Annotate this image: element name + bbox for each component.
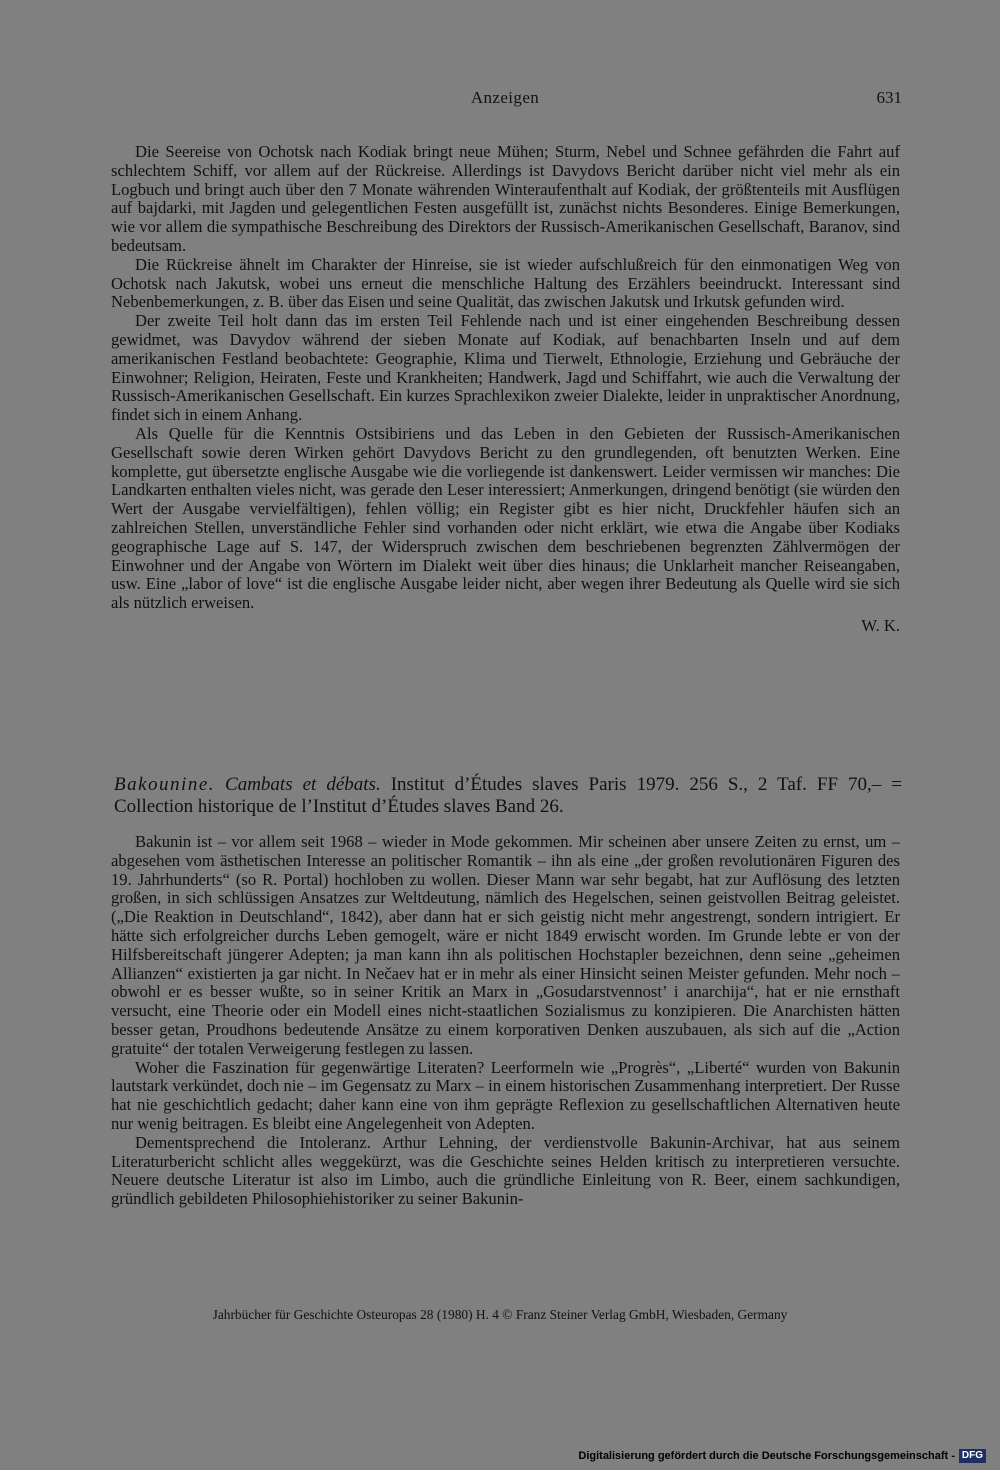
body-paragraph: Der zweite Teil holt dann das im ersten Teil Fehlende nach und ist einer eingehenden Beschreibung dessen gewidmet, was Davydov während der sieben Monate auf Kodiak, auf benachbarten Inseln und auf dem amerikanischen Festland beobachtete: Geographie, Klima und Tierwelt, Ethnologie, Erziehung und Gebräuche der Einwohner; Religion, Heiraten, Feste und Krankheiten; Handwerk, Jagd und Schiffahrt, wie auch die Verwaltung der Russisch-Amerikanischen Gesellschaft. Ein kurzes Sprachlexikon zweier Dialekte, leider in unpraktischer Anordnung, findet sich in einem Anhang. [111,311,900,425]
body-paragraph: Als Quelle für die Kenntnis Ostsibiriens und das Leben in den Gebieten der Russisch-Amerikanischen Gesellschaft sowie deren Wirken gehört Davydovs Bericht zu den grundlegenden, oft benutzten Werken. Eine komplette, gut übersetzte englische Ausgabe wie die vorliegende ist dankenswert. Leider vermissen wir manches: Die Landkarten enthalten vieles nicht, was gerade den Leser interessiert; Anmerkungen, dringend benötigt (sie würden den Wert der Ausgabe vervielfältigen), fehlen völlig; ein Register gibt es hier nicht, Druckfehler häufen sich an zahlreichen Stellen, unverständliche Fehler sind vorhanden oder nicht erklärt, wie etwa die Angabe über Kodiaks geographische Lage auf S. 147, der Widerspruch zwischen dem beschriebenen begrenzten Zählvermögen der Einwohner und der Angabe von Wörtern im Dialekt weit über dies hinaus; die Unklarheit mancher Reiseangaben, usw. Eine „labor of love“ ist die englische Ausgabe leider nicht, aber wegen ihrer Bedeutung als Quelle wird sie sich als nützlich erweisen. [111,423,900,613]
body-paragraph: Die Seereise von Ochotsk nach Kodiak bringt neue Mühen; Sturm, Nebel und Schnee gefährden die Fahrt auf schlechtem Schiff, vor allem auf der Rückreise. Allerdings ist Davydovs Bericht darüber nicht viel mehr als ein Logbuch und bringt auch über den 7 Monate währenden Winteraufenthalt auf Kodiak, der größtenteils mit Ausflügen auf bajdarki, mit Jagden und gelegentlichen Festen ausgefüllt ist, zunächst nichts Besonderes. Einige Bemerkungen, wie vor allem die sympathische Beschreibung des Direktors der Russisch-Amerikanischen Gesellschaft, Baranov, sind bedeutsam. [111,142,900,255]
body-paragraph: Die Rückreise ähnelt im Charakter der Hinreise, sie ist wieder aufschlußreich für den einmonatigen Weg von Ochotsk nach Jakutsk, wobei uns erneut die menschliche Haltung des Erzählers beeindruckt. Interessant sind Nebenbemerkungen, z. B. über das Eisen und seine Qualität, das zwischen Jakutsk und Irkutsk gefunden wird. [111,254,900,312]
credit-text: Digitalisierung gefördert durch die Deutsche Forschungsgemeinschaft - [578,1449,955,1462]
dfg-logo: DFG [959,1449,986,1463]
review-heading [114,774,902,818]
review-body [111,833,900,1209]
body-paragraph: Bakunin ist – vor allem seit 1968 – wieder in Mode gekommen. Mir scheinen aber unsere Zeiten zu ernst, um – abgesehen vom ästhetischen Interesse an politischer Romantik – ihn als eine „der großen revolutionären Figuren des 19. Jahrhunderts“ (so R. Portal) hochloben zu wollen. Dieser Mann war sehr begabt, hat zur Auflösung des letzten großen, in sich schlüssigen Ansatzes zur Weltdeutung, nämlich des Hegelschen, seinen geistvollen Beitrag geleistet. („Die Reaktion in Deutschland“, 1842), aber dann hat er sich geistig nicht mehr angestrengt, sondern intrigiert. Er hätte sich erfolgreicher durchs Leben gemogelt, wäre er nicht 1849 erwischt worden. Im Grunde lebte er von der Hilfsbereitschaft jüngerer Adepten; ja man kann ihn als politischen Hochstapler bezeichnen, denn seine „geheimen Allianzen“ existierten ja gar nicht. In Nečaev hat er in mehr als einer Hinsicht seinen Meister gefunden. Mehr noch – obwohl er es besser wußte, so in seiner Kritik an Marx in „Gosudarstvennost’ i anarchija“, hat er nie ernsthaft versucht, eine Theorie oder ein Modell eines nicht-staatlichen Sozialismus zu konzipieren. Die Anarchisten hätten besser getan, Proudhons bedeutende Ansätze zu einem korporativen Denken auszubauen, als sich auf die „Action gratuite“ der totalen Verweigerung festlegen zu lassen. [111,832,900,1058]
running-head: Anzeigen [470,88,540,107]
page-number: 631 [876,88,902,107]
book-title: Cambats et débats. [225,774,381,795]
publication-footer: Jahrbücher für Geschichte Osteuropas 28 (1980) H. 4 © Franz Steiner Verlag GmbH, Wiesbaden, Germany [212,1307,788,1322]
digitization-credit [578,1449,986,1463]
bibliographic-details: Institut d’Études slaves Paris 1979. 256 S., 2 Taf. FF 70,– = Collection historique de l’Institut d’Études slaves Band 26. [114,774,903,817]
reviewer-signature: W. K. [861,615,900,635]
body-paragraph: Woher die Faszination für gegenwärtige Literaten? Leerformeln wie „Progrès“, „Liberté“ wurden von Bakunin lautstark verkündet, doch nie – im Gegensatz zu Marx – in einem historischen Zusammenhang interpretiert. Der Russe hat nie geschichtlich gedacht; daher kann eine von ihm geprägte Reflexion zu gesellschaftlichen Alternativen heute nur wenig beitragen. Es bleibt eine Angelegenheit von Adepten. [111,1057,900,1133]
review-continuation [111,143,900,636]
book-author: Bakounine. [114,774,216,795]
body-paragraph: Dementsprechend die Intoleranz. Arthur Lehning, der verdienstvolle Bakunin-Archivar, hat aus seinem Literaturbericht schlicht alles weggekürzt, was die Geschichte seines Helden kritisch zu interpretieren versuchte. Neuere deutsche Literatur ist also im Limbo, auch die gründliche Einleitung von R. Beer, einem sachkundigen, gründlich gebildeten Philosophiehistoriker zu seiner Bakunin- [111,1132,900,1209]
page-header [108,88,902,116]
